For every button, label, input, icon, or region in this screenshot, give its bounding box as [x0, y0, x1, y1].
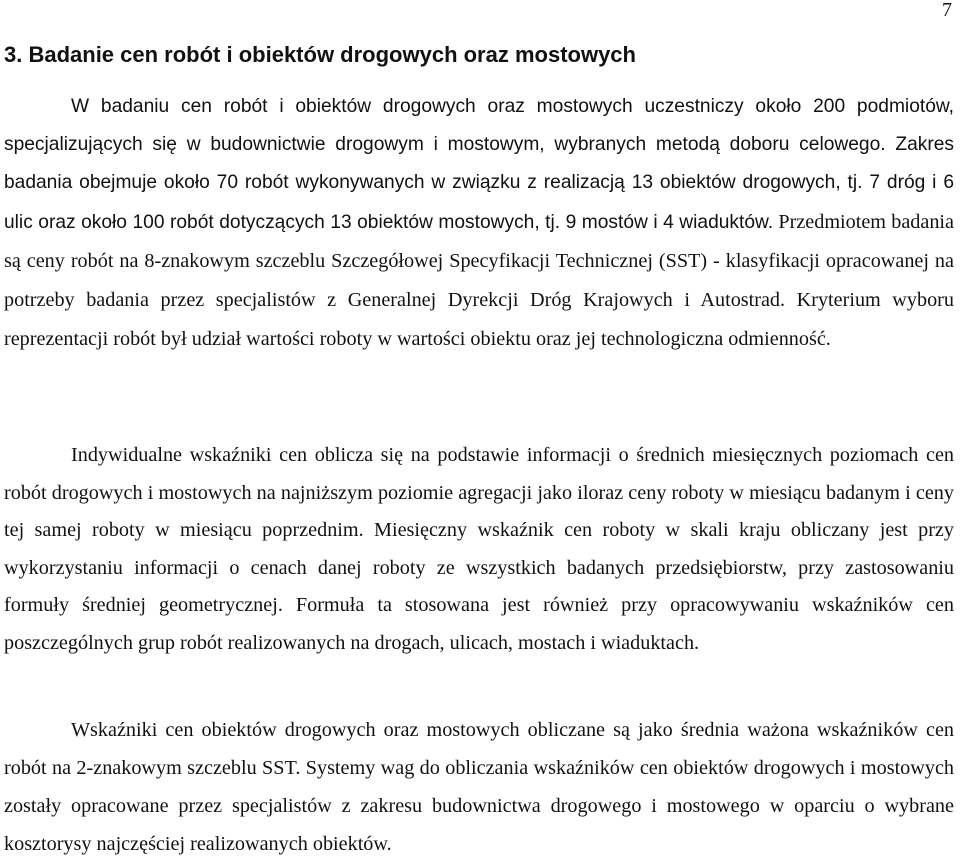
- section-title: 3. Badanie cen robót i obiektów drogowych oraz mostowych: [4, 42, 636, 67]
- paragraph-text: Indywidualne wskaźniki cen oblicza się na podstawie informacji o średnich miesięcznych poziomach cen robót drogowych i mostowych na najniższym poziomie agregacji jako iloraz ceny roboty w miesiącu badanym i ceny tej samej roboty w miesiącu poprzednim. Miesięczny wskaźnik cen roboty w skali kraju obliczany jest przy wykorzystaniu informacji o cenach danej roboty ze wszystkich badanych przedsiębiorstw, przy zastosowaniu formuły średniej geometrycznej. Formuła ta stosowana jest również przy opracowywaniu wskaźników cen poszczególnych grup robót realizowanych na drogach, ulicach, mostach i wiaduktach.: [4, 444, 954, 654]
- paragraph-text: Wskaźniki cen obiektów drogowych oraz mostowych obliczane są jako średnia ważona wskaźników cen robót na 2-znakowym szczeblu SST. Systemy wag do obliczania wskaźników cen obiektów drogowych i mostowych zostały opracowane przez specjalistów z zakresu budownictwa drogowego i mostowego w oparciu o wybrane kosztorysy najczęściej realizowanych obiektów.: [4, 719, 954, 855]
- paragraph-weighted-average: [4, 711, 954, 863]
- paragraph-text-sans: W badaniu cen robót i obiektów drogowych oraz mostowych uczestniczy około 200 podmiotów, specjalizujących się w budownictwie drogowym i mostowym, wybranych metodą doboru celowego. Zakres badania obejmuje około 70 robót wykonywanych w związku z realizacją 13 obiektów drogowych, tj. 7 dróg i 6 ulic oraz około 100 robót dotyczących 13 obiektów mostowych, tj. 9 mostów i 4 wiaduktów.: [4, 96, 954, 233]
- paragraph-text-serif: Przedmiotem badania są ceny robót na 8-znakowym szczeblu Szczegółowej Specyfikacji Technicznej (SST) - klasyfikacji opracowanej na potrzeby badania przez specjalistów z Generalnej Dyrekcji Dróg Krajowych i Autostrad. Kryterium wyboru reprezentacji robót był udział wartości roboty w wartości obiektu oraz jej technologiczna odmienność.: [4, 210, 954, 351]
- page-number: 7: [942, 0, 952, 21]
- paragraph-index-calculation: [4, 437, 954, 663]
- paragraph-survey-scope: [4, 88, 954, 359]
